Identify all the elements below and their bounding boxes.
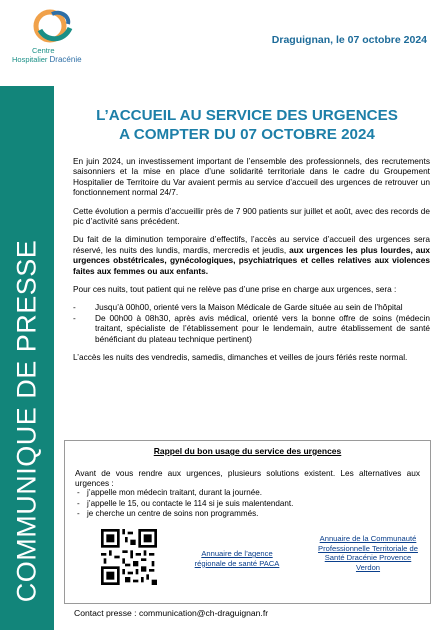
title-line-2: A COMPTER DU 07 OCTOBRE 2024	[119, 126, 375, 143]
logo-mark-icon	[30, 8, 78, 48]
reminder-box	[64, 440, 431, 604]
list-item: - je cherche un centre de soins non programmés.	[75, 509, 430, 519]
access-text: Du fait de la diminution temporaire d’effectifs, l’accès au service d’accueil des urgences sera réservé, les nuits des lundis, mardis, mercredis et jeudis,	[73, 234, 430, 255]
list-item: - Jusqu’à 00h00, orienté vers la Maison Médicale de Garde située au sein de l’hôpital	[73, 302, 430, 312]
paragraph-patients: Cette évolution a permis d’accueillir près de 7 900 patients sur juillet et août, avec des records de pic d’activité sans précédent.	[73, 205, 430, 227]
cpts-directory-link[interactable]: Annuaire de la Communauté Professionnelle Territoriale de Santé Dracénie Provence Verdon	[318, 534, 418, 572]
reminder-title: Rappel du bon usage du service des urgences	[153, 446, 342, 456]
press-release-label: COMMUNIQUE DE PRESSE	[11, 239, 42, 603]
list-item: - j’appelle le 15, ou contacte le 114 si je suis malentendant.	[75, 499, 430, 509]
press-contact	[74, 608, 268, 618]
orientation-list	[73, 302, 430, 344]
page-title	[64, 106, 430, 144]
logo-line-1: Centre	[32, 46, 55, 55]
paragraph-investment: En juin 2024, un investissement important de l’ensemble des professionnels, des recrutements saisonniers et la mise en place d’une solidarité territoriale dans le cadre du Groupement Hospitalier de Territoire du Var avaient permis au service d’accueil des urgences de retrouver un fonctionnement normal 24/7.	[73, 156, 430, 198]
dateline: Draguignan, le 07 octobre 2024	[271, 34, 427, 46]
title-line-1: L’ACCUEIL AU SERVICE DES URGENCES	[96, 107, 398, 124]
reminder-intro: Avant de vous rendre aux urgences, plusieurs solutions existent. Les alternatives aux urgences :	[75, 468, 420, 489]
list-item: - j’appelle mon médecin traitant, durant la journée.	[75, 488, 430, 498]
qr-code-icon[interactable]	[101, 529, 157, 585]
access-bold-text: aux urgences les plus lourdes, aux urgences obstétricales, gynécologiques, psychiatriques et celles relatives aux violences faites aux femmes ou aux enfants.	[73, 244, 431, 276]
press-release-band	[0, 86, 54, 630]
alternatives-list	[75, 488, 430, 519]
hospital-logo	[12, 6, 102, 68]
paragraph-access	[73, 234, 430, 276]
orientation-intro: Pour ces nuits, tout patient qui ne relève pas d’une prise en charge aux urgences, sera :	[73, 284, 397, 295]
list-item: - De 00h00 à 08h30, après avis médical, orienté vers la bonne offre de soins (médecin traitant, spécialiste de l’établissement pour le lendemain, autre établissement de santé bénéficiant du plateau technique pertinent)	[73, 313, 430, 344]
paragraph-orientation	[73, 284, 430, 294]
contact-email-link[interactable]: communication@ch-draguignan.fr	[138, 608, 269, 618]
ars-paca-directory-link[interactable]: Annuaire de l’agence régionale de santé PACA	[194, 549, 280, 568]
logo-text	[12, 46, 82, 64]
contact-label: Contact presse :	[74, 608, 139, 618]
sidebar	[0, 0, 82, 630]
paragraph-weekend: L’accès les nuits des vendredis, samedis, dimanches et veilles de jours fériés reste normal.	[73, 352, 408, 363]
logo-line-2: Hospitalier	[12, 55, 48, 64]
press-body	[73, 156, 430, 371]
logo-brand: Dracénie	[49, 55, 82, 64]
